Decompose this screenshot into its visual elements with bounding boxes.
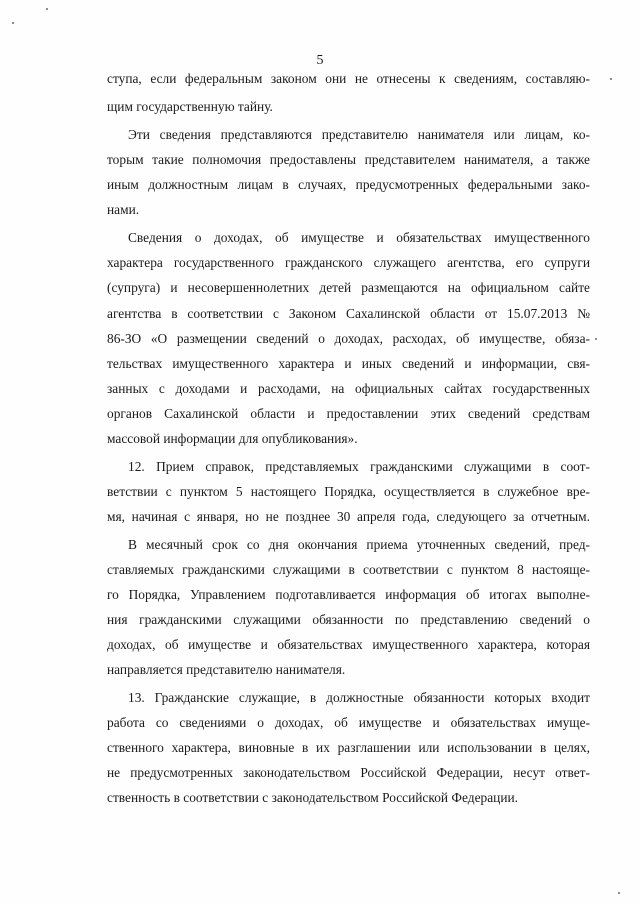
scan-speck	[12, 22, 14, 24]
paragraph-2-line-4: нами.	[107, 202, 140, 217]
paragraph-6-line-2: работа со сведениями о доходах, об имуществе и обязательствах имуще-	[107, 715, 590, 730]
paragraph-4-line-3: мя, начиная с января, но не позднее 30 апреля года, следующего за отчетным.	[107, 509, 590, 524]
paragraph-5-line-6: направляется представителю нанимателя.	[107, 662, 346, 677]
paragraph-4-line-1: 12. Прием справок, представляемых гражданскими служащими в соот-	[128, 459, 590, 474]
paragraph-3-line-9: массовой информации для опубликования».	[107, 431, 358, 446]
paragraph-3-line-3: (супруга) и несовершеннолетних детей размещаются на официальном сайте	[107, 280, 590, 295]
paragraph-2-line-1: Эти сведения представляются представителю нанимателя или лицам, ко-	[128, 127, 590, 142]
paragraph-5-line-3: го Порядка, Управлением подготавливается информация об итогах выполне-	[107, 587, 590, 602]
scan-speck	[618, 892, 620, 894]
paragraph-6-line-1: 13. Гражданские служащие, в должностные обязанности которых входит	[128, 690, 590, 705]
paragraph-5-line-1: В месячный срок со дня окончания приема уточненных сведений, пред-	[128, 537, 590, 552]
paragraph-3-line-4: агентства в соответствии с Законом Сахалинской области от 15.07.2013 №	[107, 306, 590, 321]
scan-speck	[610, 78, 612, 80]
scan-speck	[595, 338, 597, 340]
paragraph-1-line-2: щим государственную тайну.	[107, 99, 273, 114]
paragraph-3-line-5: 86-ЗО «О размещении сведений о доходах, расходах, об имуществе, обяза-	[107, 331, 590, 346]
paragraph-3-line-6: тельствах имущественного характера и иных сведений и информации, свя-	[107, 356, 590, 371]
paragraph-5-line-2: ставляемых гражданскими служащими в соответствии с пунктом 8 настояще-	[107, 562, 590, 577]
paragraph-3-line-1: Сведения о доходах, об имуществе и обязательствах имущественного	[128, 230, 590, 245]
paragraph-3-line-8: органов Сахалинской области и предоставлении этих сведений средствам	[107, 406, 590, 421]
paragraph-4-line-2: ветствии с пунктом 5 настоящего Порядка, осуществляется в служебное вре-	[107, 484, 590, 499]
paragraph-3-line-7: занных с доходами и расходами, на официальных сайтах государственных	[107, 381, 590, 396]
paragraph-3-line-2: характера государственного гражданского служащего агентства, его супруги	[107, 255, 590, 270]
paragraph-2-line-3: иным должностным лицам в случаях, предусмотренных федеральными зако-	[107, 177, 590, 192]
paragraph-1-line-1: ступа, если федеральным законом они не отнесены к сведениям, составляю-	[107, 71, 590, 86]
page-number: 5	[316, 53, 324, 68]
paragraph-5-line-4: ния гражданскими служащими обязанности по представлению сведений о	[107, 612, 590, 627]
paragraph-5-line-5: доходах, об имуществе и обязательствах имущественного характера, которая	[107, 637, 590, 652]
paragraph-6-line-3: ственного характера, виновные в их разглашении или использовании в целях,	[107, 740, 590, 755]
paragraph-6-line-4: не предусмотренных законодательством Российской Федерации, несут ответ-	[107, 765, 590, 780]
paragraph-2-line-2: торым такие полномочия предоставлены представителем нанимателя, а также	[107, 152, 590, 167]
paragraph-6-line-5: ственность в соответствии с законодательством Российской Федерации.	[107, 790, 519, 805]
scan-speck	[46, 8, 48, 10]
